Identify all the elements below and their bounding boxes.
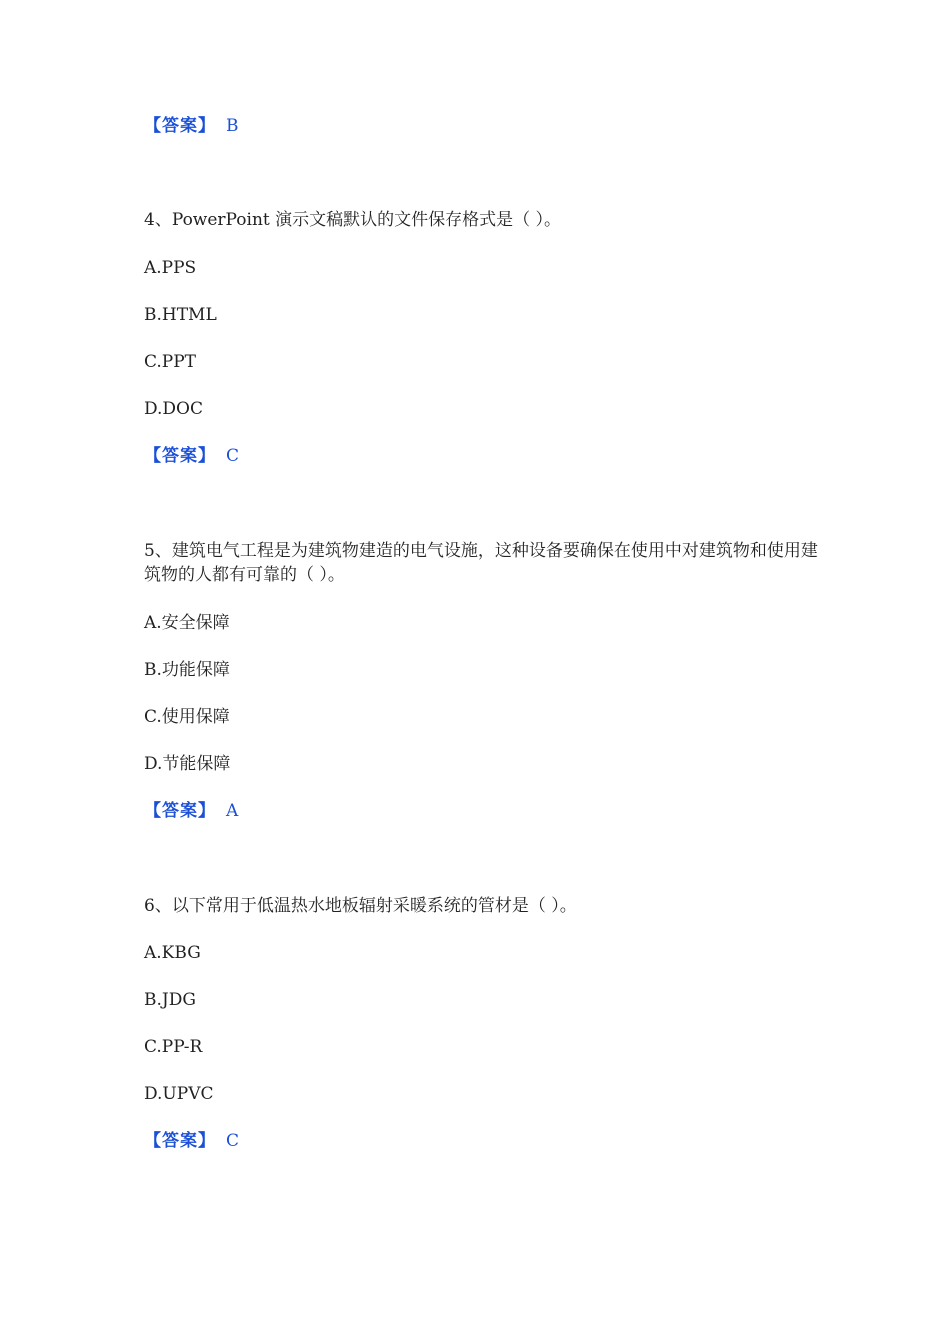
question-6-option-c: C.PP-R [144, 1037, 203, 1057]
question-5-option-b: B.功能保障 [144, 660, 230, 680]
question-4-option-c: C.PPT [144, 352, 197, 372]
question-5-answer [144, 800, 238, 822]
answer-value: B [226, 116, 239, 136]
question-6-option-b: B.JDG [144, 990, 196, 1010]
question-6-answer [144, 1130, 239, 1152]
answer-value: C [226, 1131, 240, 1151]
answer-label: 【答案】 [144, 1131, 216, 1151]
answer-label: 【答案】 [144, 801, 216, 821]
answer-line-prev [144, 115, 239, 137]
question-6-option-d: D.UPVC [144, 1084, 214, 1104]
question-4-option-d: D.DOC [144, 399, 204, 419]
question-5-option-a: A.安全保障 [144, 613, 230, 633]
question-6-option-a: A.KBG [144, 943, 201, 963]
question-4-option-a: A.PPS [144, 258, 197, 278]
answer-value: C [226, 446, 240, 466]
answer-label: 【答案】 [144, 446, 216, 466]
answer-value: A [226, 801, 239, 821]
question-4-stem: 4、PowerPoint 演示文稿默认的文件保存格式是（ ）。 [144, 210, 562, 230]
question-5-option-c: C.使用保障 [144, 707, 230, 727]
answer-label: 【答案】 [144, 116, 216, 136]
question-4-option-b: B.HTML [144, 305, 217, 325]
question-5-stem: 5、建筑电气工程是为建筑物建造的电气设施，这种设备要确保在使用中对建筑物和使用建筑物的人都有可靠的（ ）。 [144, 541, 818, 585]
question-4-answer [144, 445, 239, 467]
question-5-option-d: D.节能保障 [144, 754, 231, 774]
question-6-stem: 6、以下常用于低温热水地板辐射采暖系统的管材是（ ）。 [144, 896, 577, 916]
